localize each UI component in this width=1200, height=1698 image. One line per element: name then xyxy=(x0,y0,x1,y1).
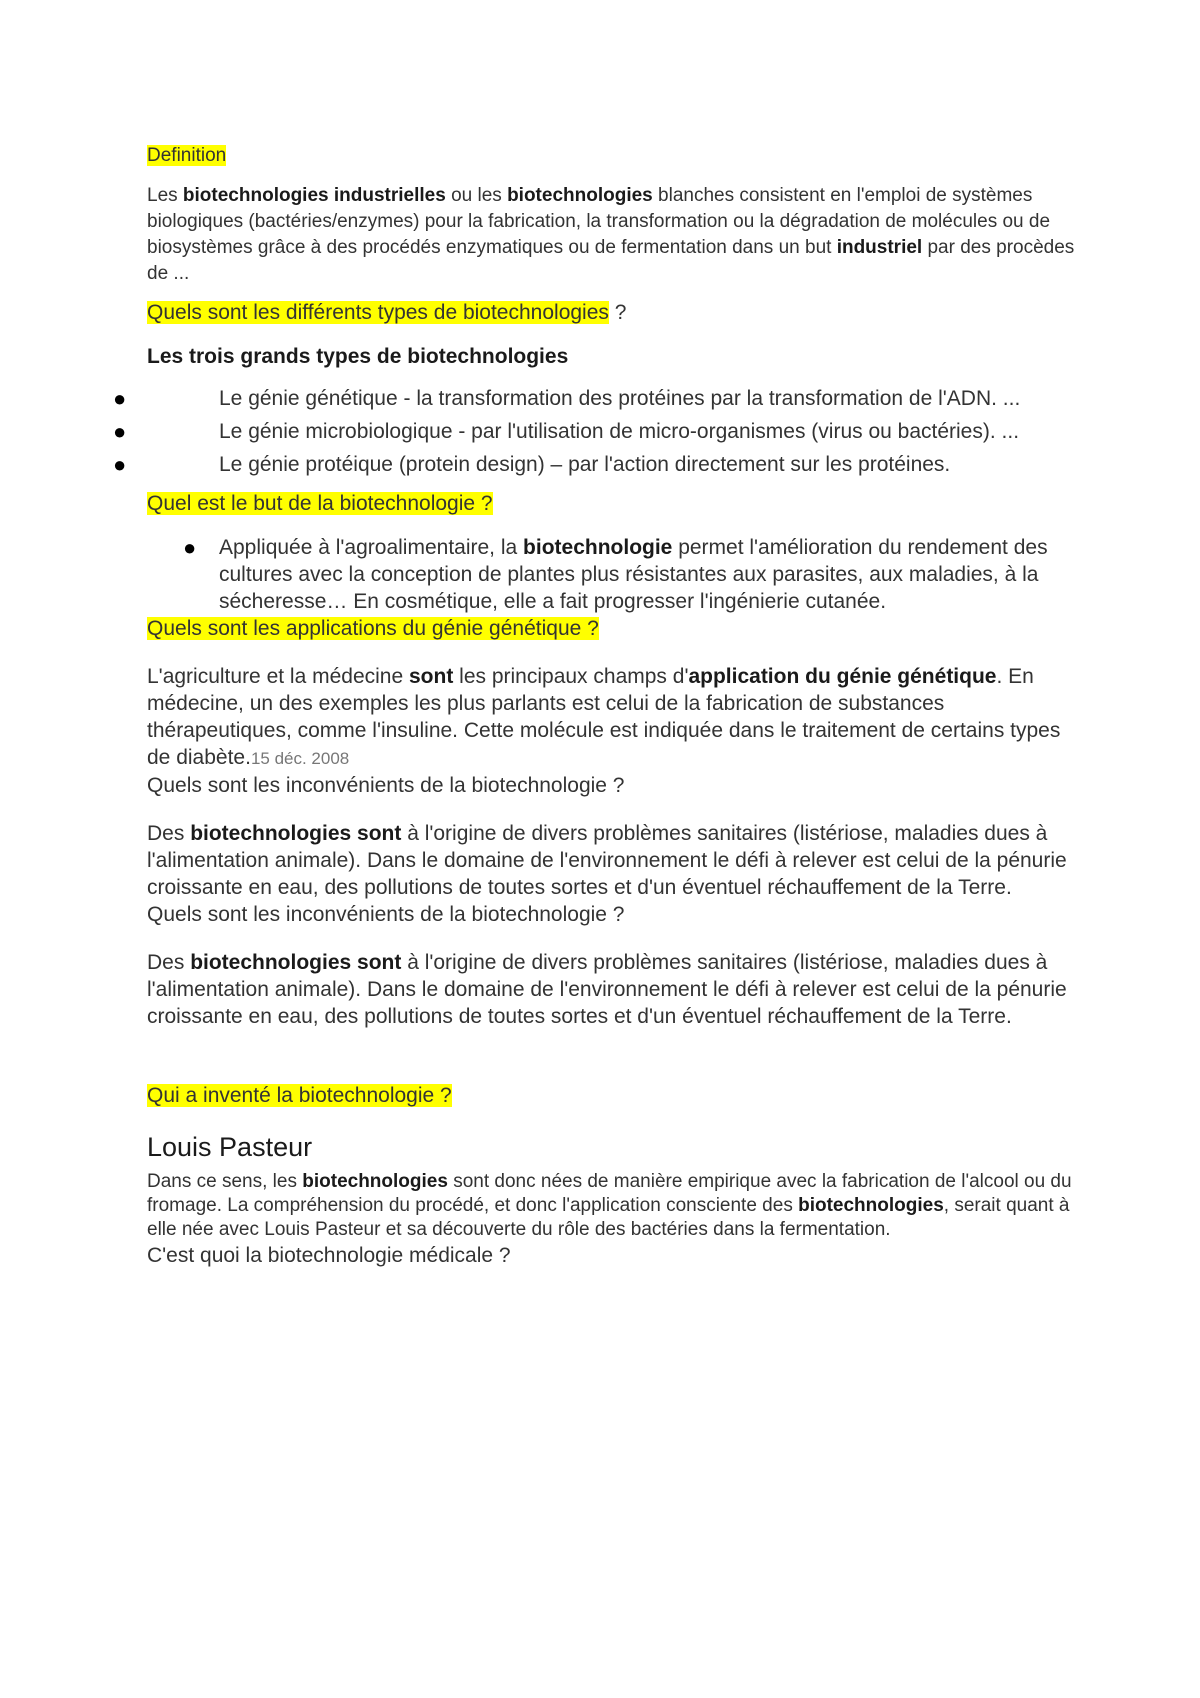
highlighted-heading: Definition xyxy=(147,145,227,166)
inventor-question: Qui a inventé la biotechnologie ? xyxy=(147,1084,452,1107)
applications-paragraph: L'agriculture et la médecine sont les principaux champs d'application du génie génétique. En médecine, un des exemples les plus parlants est celui de la fabrication de substances thérapeutiques, comme l'insuline. Cette molécule est indiquée dans le traitement de certains types de diabète.15 déc. 2008 xyxy=(147,665,1061,769)
document-content xyxy=(113,143,1077,1270)
date-label: 15 déc. 2008 xyxy=(250,749,350,768)
drawbacks-question-1: Quels sont les inconvénients de la biotechnologie ? xyxy=(147,774,625,797)
applications-question: Quels sont les applications du génie génétique ? xyxy=(147,617,599,640)
types-title: Les trois grands types de biotechnologies xyxy=(147,345,569,368)
drawbacks-question-2: Quels sont les inconvénients de la biotechnologie ? xyxy=(147,903,625,926)
goal-question: Quel est le but de la biotechnologie ? xyxy=(147,492,493,515)
types-list xyxy=(113,385,1077,478)
list-item: ● Appliquée à l'agroalimentaire, la biotechnologie permet l'amélioration du rendement des cultures avec la conception de plantes plus résistantes aux parasites, aux maladies, à la sécheresse… En cosmétique, elle a fait progresser l'ingénierie cutanée. xyxy=(183,535,1048,613)
definition-paragraph: Les biotechnologies industrielles ou les biotechnologies blanches consistent en l'emploi de systèmes biologiques (bactéries/enzymes) pour la fabrication, la transformation ou la dégradation de molécules ou de biosystèmes grâce à des procédés enzymatiques ou de fermentation dans un but industriel par des procèdes de ... xyxy=(147,185,1075,284)
list-item: ● Le génie microbiologique - par l'utilisation de micro-organismes (virus ou bactéries). ... xyxy=(113,419,1020,444)
definition-heading xyxy=(147,143,1077,169)
drawbacks-paragraph-2: Des biotechnologies sont à l'origine de divers problèmes sanitaires (listériose, maladies dues à l'alimentation animale). Dans le domaine de l'environnement le défi à relever est celui de la pénurie croissante en eau, des pollutions de toutes sortes et d'un éventuel réchauffement de la Terre. xyxy=(147,951,1067,1028)
goal-list xyxy=(147,534,1077,615)
inventor-name: Louis Pasteur xyxy=(147,1132,313,1162)
types-question: Quels sont les différents types de biotechnologies ? xyxy=(147,301,627,324)
bullet-icon: ● xyxy=(113,452,127,477)
list-item: ● Le génie génétique - la transformation des protéines par la transformation de l'ADN. ... xyxy=(113,386,1021,411)
drawbacks-paragraph-1: Des biotechnologies sont à l'origine de divers problèmes sanitaires (listériose, maladies dues à l'alimentation animale). Dans le domaine de l'environnement le défi à relever est celui de la pénurie croissante en eau, des pollutions de toutes sortes et d'un éventuel réchauffement de la Terre. xyxy=(147,822,1067,899)
bullet-icon: ● xyxy=(183,535,197,560)
bullet-icon: ● xyxy=(113,386,127,411)
bullet-icon: ● xyxy=(113,419,127,444)
inventor-paragraph: Dans ce sens, les biotechnologies sont donc nées de manière empirique avec la fabrication de l'alcool ou du fromage. La compréhension du procédé, et donc l'application consciente des biotechnologies, serait quant à elle née avec Louis Pasteur et sa découverte du rôle des bactéries dans la fermentation. xyxy=(147,1171,1072,1240)
list-item: ● Le génie protéique (protein design) – par l'action directement sur les protéines. xyxy=(113,452,951,477)
medical-question: C'est quoi la biotechnologie médicale ? xyxy=(147,1244,511,1267)
